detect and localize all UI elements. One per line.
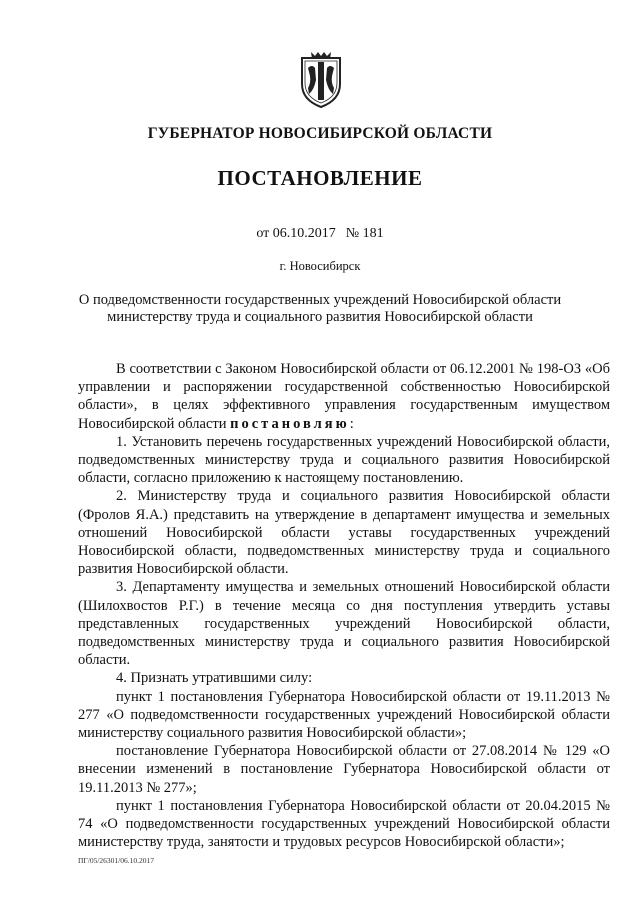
coat-of-arms-emblem	[296, 50, 346, 110]
document-date-number	[0, 226, 640, 242]
document-code-footer: ПГ/05/26301/06.10.2017	[78, 856, 155, 865]
document-body	[78, 360, 610, 851]
document-subject	[60, 292, 580, 326]
city-name: г. Новосибирск	[279, 259, 361, 273]
intro-paragraph	[78, 360, 610, 433]
paragraph-4-item-1: пункт 1 постановления Губернатора Новосибирской области от 19.11.2013 № 277 «О подведомственности государственных учреждений Новосибирской области министерству социального развития Новосибирской области»;	[78, 688, 610, 742]
subject-line-1: О подведомственности государственных учреждений Новосибирской области	[78, 292, 562, 308]
paragraph-2: 2. Министерству труда и социального развития Новосибирской области (Фролов Я.А.) представить на утверждение в департамент имущества и земельных отношений Новосибирской области уставы государственных учреждений Новосибирской области, подведомственных министерству труда и социального развития Новосибирской области.	[78, 488, 610, 578]
issuing-authority: ГУБЕРНАТОР НОВОСИБИРСКОЙ ОБЛАСТИ	[147, 125, 493, 142]
subject-line-2: министерству труда и социального развития Новосибирской области	[107, 309, 533, 325]
document-date: от 06.10.2017	[256, 226, 336, 241]
paragraph-4-item-3: пункт 1 постановления Губернатора Новосибирской области от 20.04.2015 № 74 «О подведомственности государственных учреждений Новосибирской области министерству труда, занятости и трудовых ресурсов Новосибирской области»;	[78, 797, 610, 851]
paragraph-4: 4. Признать утратившими силу:	[116, 670, 313, 687]
paragraph-1: 1. Установить перечень государственных учреждений Новосибирской области, подведомственных министерству труда и социального развития Новосибирской области, согласно приложению к настоящему постановлению.	[78, 433, 610, 487]
paragraph-3: 3. Департаменту имущества и земельных отношений Новосибирской области (Шилохвостов Р.Г.) в течение месяца со дня поступления утвердить уставы представленных государственных учреждений Новосибирской области, подведомственных министерству труда и социального развития Новосибирской области.	[78, 579, 610, 669]
document-number: № 181	[345, 226, 384, 241]
resolution-word: постановляю	[230, 415, 350, 432]
paragraph-4-item-2: постановление Губернатора Новосибирской области от 27.08.2014 № 129 «О внесении изменений в постановление Губернатора Новосибирской области от 19.11.2013 № 277»;	[78, 743, 610, 796]
intro-text: В соответствии с Законом Новосибирской области от 06.12.2001 № 198-ОЗ «Об управлении и распоряжении государственной собственностью Новосибирской области», в целях эффективного управления государственным имуществом Новосибирской области	[78, 361, 610, 432]
document-type-title: ПОСТАНОВЛЕНИЕ	[217, 166, 423, 190]
intro-colon: :	[349, 415, 354, 432]
